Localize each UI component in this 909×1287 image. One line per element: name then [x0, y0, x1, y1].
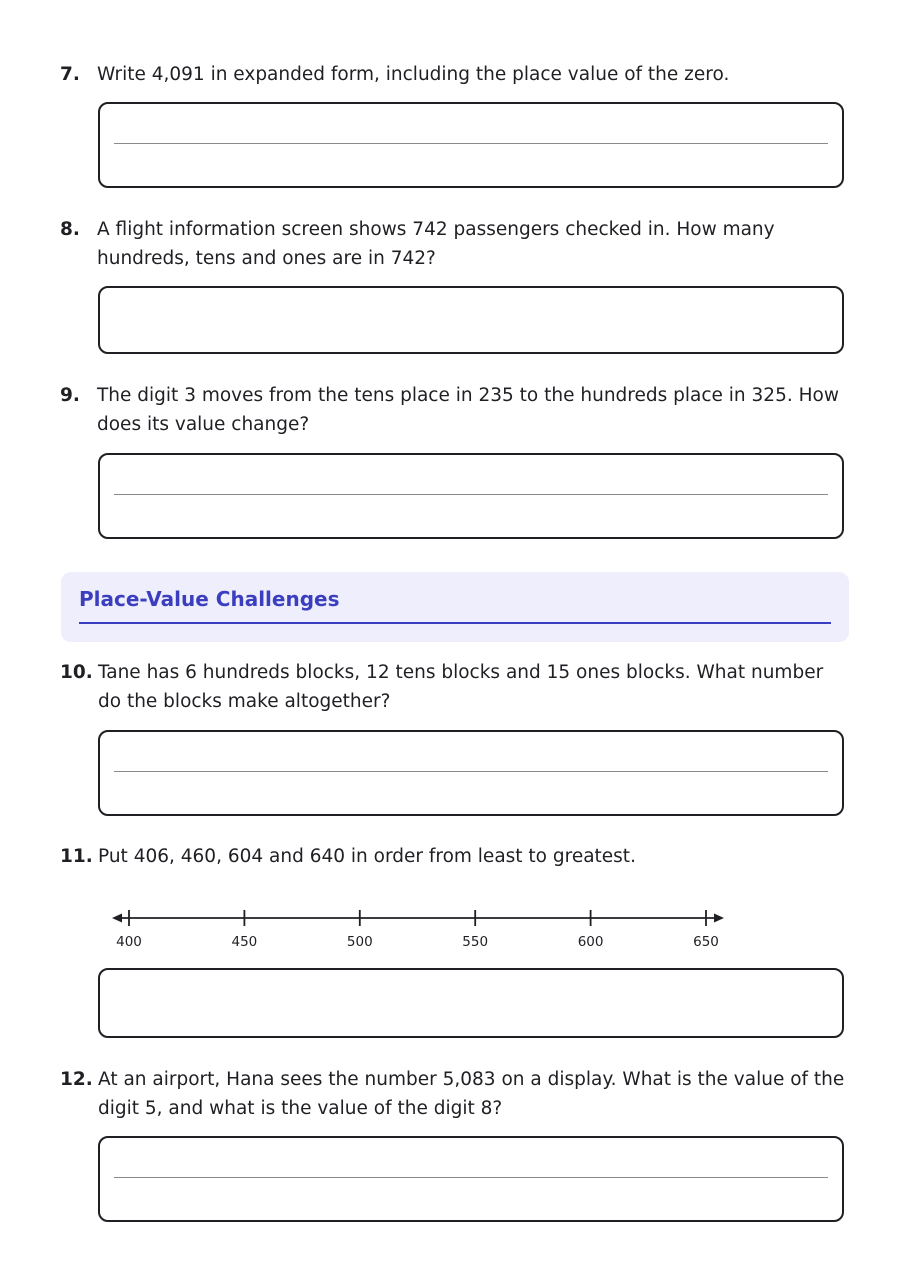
number-line-label: 500 [346, 934, 373, 950]
question-text: A flight information screen shows 742 passengers checked in. How many hundreds, tens and ones are in 742? [97, 219, 775, 269]
question-8 [60, 215, 847, 273]
question-text: Put 406, 460, 604 and 640 in order from least to greatest. [98, 846, 636, 867]
answer-box-8[interactable] [98, 286, 844, 354]
answer-line [114, 494, 828, 495]
answer-box-11[interactable] [98, 968, 844, 1038]
left-arrow-icon [112, 914, 122, 923]
question-10 [60, 658, 847, 716]
question-text: At an airport, Hana sees the number 5,083 on a display. What is the value of the digit 5, and what is the value of the digit 8? [98, 1069, 845, 1119]
question-number: 8. [60, 219, 80, 240]
number-line-label: 400 [116, 934, 142, 950]
question-number: 11. [60, 846, 93, 867]
answer-line [114, 1177, 828, 1178]
number-line-label: 600 [577, 934, 604, 950]
answer-box-12[interactable] [98, 1136, 844, 1222]
question-number: 12. [60, 1069, 93, 1090]
question-7 [60, 60, 847, 89]
question-text: Write 4,091 in expanded form, including the place value of the zero. [97, 64, 730, 85]
number-line [0, 900, 909, 960]
question-9 [60, 381, 847, 439]
answer-box-7[interactable] [98, 102, 844, 188]
question-12 [60, 1065, 847, 1123]
question-number: 9. [60, 385, 80, 406]
number-line-label: 550 [462, 934, 489, 950]
question-text: Tane has 6 hundreds blocks, 12 tens blocks and 15 ones blocks. What number do the blocks make altogether? [98, 662, 824, 712]
number-line-ticks [116, 910, 719, 950]
number-line-label: 650 [693, 934, 719, 950]
answer-line [114, 771, 828, 772]
section-title: Place-Value Challenges [79, 587, 340, 611]
question-number: 7. [60, 64, 80, 85]
question-text: The digit 3 moves from the tens place in 235 to the hundreds place in 325. How does its value change? [97, 385, 839, 435]
right-arrow-icon [714, 914, 724, 923]
section-underline [79, 622, 831, 624]
question-number: 10. [60, 662, 93, 683]
answer-box-10[interactable] [98, 730, 844, 816]
number-line-label: 450 [231, 934, 258, 950]
section-header [61, 572, 849, 642]
answer-box-9[interactable] [98, 453, 844, 539]
answer-line [114, 143, 828, 144]
question-11 [60, 842, 847, 871]
